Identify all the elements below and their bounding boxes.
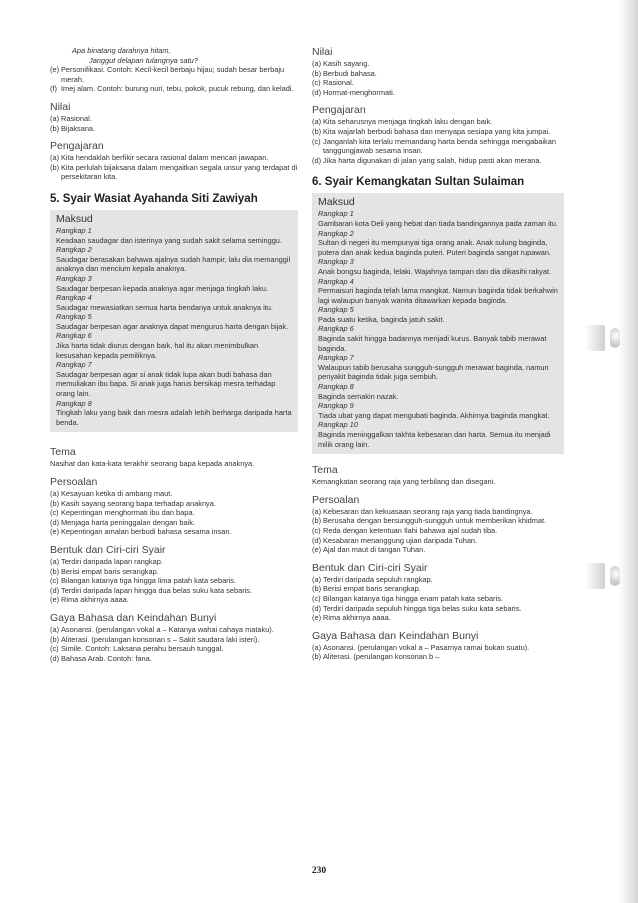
right-persoalan-heading: Persoalan bbox=[312, 493, 360, 506]
list-item-text: Berisi empat baris serangkap. bbox=[61, 566, 159, 576]
list-item-text: Kasih sayang seorang bapa terhadap anaknya. bbox=[61, 498, 216, 508]
left-tema-text: Nasihat dan kata-kata terakhir seorang bapa kepada anaknya. bbox=[50, 459, 255, 469]
rangkap-label: Rangkap 9 bbox=[318, 401, 354, 411]
binding-ring-bottom bbox=[585, 563, 605, 589]
list-item-key bbox=[78, 56, 89, 66]
right-maksud-list bbox=[318, 209, 558, 449]
rangkap-text: Jika harta tidak diurus dengan baik, hal itu akan menimbulkan kesusahan kepada pemiliknya. bbox=[56, 341, 259, 360]
list-item bbox=[312, 156, 564, 166]
list-item bbox=[312, 604, 564, 614]
rangkap-label: Rangkap 1 bbox=[56, 225, 92, 235]
list-item-text: Jika harta digunakan di jalan yang salah, hidup pasti akan merana. bbox=[323, 155, 542, 165]
list-item-key: (b) bbox=[50, 566, 60, 576]
list-item-key: (e) bbox=[312, 613, 322, 623]
list-item-key: (a) bbox=[312, 574, 322, 584]
left-persoalan-list bbox=[50, 489, 298, 537]
list-item-text: Aliterasi. (perulangan konsonan s – Sakit saudara laki isteri). bbox=[61, 634, 260, 644]
rangkap-label: Rangkap 4 bbox=[318, 276, 354, 286]
left-column bbox=[50, 46, 298, 663]
rangkap-label: Rangkap 7 bbox=[318, 353, 354, 363]
rangkap-label: Rangkap 3 bbox=[56, 273, 92, 283]
list-item-key: (f) bbox=[50, 84, 57, 94]
list-item-key: (c) bbox=[312, 593, 321, 603]
list-item-key: (d) bbox=[312, 535, 322, 545]
list-item-text: Hormat-menghormati. bbox=[323, 87, 395, 97]
left-maksud-heading: Maksud bbox=[56, 212, 93, 225]
left-maksud-box bbox=[50, 210, 298, 432]
rangkap-text: Saudagar mewasiatkan semua harta bendanya untuk anaknya itu. bbox=[56, 302, 273, 312]
rangkap-text: Anak bongsu baginda, lelaki. Wajahnya tampan dan dia dikasihi rakyat. bbox=[318, 266, 552, 276]
list-item-text: Terdiri daripada lapan hingga dua belas suku kata sebaris. bbox=[61, 585, 253, 595]
right-gaya-heading: Gaya Bahasa dan Keindahan Bunyi bbox=[312, 629, 479, 642]
list-item-text: Kesayuan ketika di ambang maut. bbox=[61, 489, 173, 498]
list-item-text: Berbudi bahasa. bbox=[323, 68, 377, 78]
rangkap-text: Gambaran kota Deli yang hebat dan tiada bandingannya pada zaman itu. bbox=[318, 218, 558, 228]
rangkap-label: Rangkap 6 bbox=[56, 331, 92, 341]
list-item bbox=[50, 576, 298, 586]
list-item bbox=[312, 545, 564, 555]
list-item bbox=[312, 69, 564, 79]
list-item-text: Berusaha dengan bersungguh-sungguh untuk memberikan khidmat. bbox=[323, 516, 547, 526]
rangkap-text: Saudagar berpesan kepada anaknya agar menjaga tingkah laku. bbox=[56, 283, 269, 293]
list-item-key: (b) bbox=[312, 584, 322, 594]
rangkap-label: Rangkap 5 bbox=[318, 305, 354, 315]
list-item bbox=[50, 153, 298, 163]
list-item-key: (c) bbox=[312, 78, 321, 88]
list-item-key: (a) bbox=[50, 153, 60, 163]
list-item-key bbox=[61, 46, 72, 56]
rangkap-text: Keadaan saudagar dan isterinya yang sudah sakit selama seminggu. bbox=[56, 235, 282, 245]
list-item-text: Kita wajarlah berbudi bahasa dan menyapa sesiapa yang kita jumpai. bbox=[323, 126, 551, 136]
list-item-key: (a) bbox=[50, 556, 60, 566]
list-item bbox=[50, 595, 298, 605]
list-item bbox=[312, 584, 564, 594]
list-item bbox=[50, 489, 298, 499]
rangkap-text: Permaisuri baginda telah lama mangkat. Namun baginda tidak berkahwin lagi walaupun banyak wanita ditawarkan kepada baginda. bbox=[318, 286, 558, 305]
rangkap-text: Saudagar berasakan bahawa ajalnya sudah hampir, lalu dia memanggil anaknya dan mencium kepala anaknya. bbox=[56, 254, 291, 274]
list-item-text: Terdiri daripada lapan rangkap. bbox=[61, 556, 163, 566]
list-item-text: Imej alam. Contoh: burung nuri, tebu, pokok, pucuk rebung, dan keladi. bbox=[61, 84, 294, 94]
list-item bbox=[50, 557, 298, 567]
list-item-text: Kita perlulah bijaksana dalam mengaitkan segala unsur yang terdapat di persekitaran kita. bbox=[61, 162, 298, 182]
list-item-key: (a) bbox=[312, 59, 322, 68]
list-item-text: Bijaksana. bbox=[61, 123, 96, 133]
rangkap-label: Rangkap 7 bbox=[56, 360, 92, 370]
list-item bbox=[50, 65, 298, 84]
list-item-key: (b) bbox=[312, 68, 322, 78]
rangkap-text: Pada suatu ketika, baginda jatuh sakit. bbox=[318, 314, 445, 324]
right-pengajaran-list bbox=[312, 117, 564, 165]
rangkap-label: Rangkap 8 bbox=[318, 382, 354, 392]
list-item-key: (b) bbox=[50, 162, 60, 172]
list-item-text: Bilangan katanya tiga hingga lima patah kata sebaris. bbox=[61, 576, 237, 586]
list-item-text: Janggut delapan tulangnya satu? bbox=[89, 55, 198, 65]
list-item bbox=[312, 117, 564, 127]
list-item-key: (b) bbox=[50, 634, 60, 644]
list-item-text: Asonansi. (perulangan vokal a – Katanya wahai cahaya mataku). bbox=[61, 624, 274, 634]
list-item-key: (e) bbox=[50, 65, 60, 75]
rangkap-text: Baginda sakit hingga badannya menjadi kurus. Banyak tabib merawat baginda. bbox=[318, 334, 547, 353]
list-item bbox=[312, 526, 564, 536]
left-tema-heading: Tema bbox=[50, 446, 76, 459]
right-nilai-list bbox=[312, 59, 564, 97]
list-item-text: Apa binatang darahnya hitam, bbox=[72, 46, 171, 55]
left-bentuk-list bbox=[50, 557, 298, 605]
list-item bbox=[312, 575, 564, 585]
list-item-text: Terdiri daripada sepuluh rangkap. bbox=[323, 574, 433, 584]
list-item-key: (d) bbox=[312, 603, 322, 613]
page-number: 230 bbox=[311, 866, 327, 876]
left-persoalan-heading: Persoalan bbox=[50, 476, 98, 488]
list-item bbox=[312, 594, 564, 604]
right-gaya-list bbox=[312, 643, 564, 662]
list-item bbox=[50, 567, 298, 577]
list-item-key: (b) bbox=[50, 498, 60, 508]
list-item-key: (a) bbox=[312, 506, 322, 516]
right-bentuk-heading: Bentuk dan Ciri-ciri Syair bbox=[312, 561, 428, 574]
list-item bbox=[312, 643, 564, 653]
list-item-key: (a) bbox=[50, 113, 60, 123]
right-bentuk-list bbox=[312, 575, 564, 623]
list-item bbox=[50, 163, 298, 182]
list-item bbox=[312, 59, 564, 69]
left-gaya-list bbox=[50, 625, 298, 663]
list-item bbox=[50, 654, 298, 664]
list-item-key: (a) bbox=[50, 624, 60, 634]
list-item-key: (b) bbox=[50, 123, 60, 133]
list-item-text: Kasih sayang. bbox=[323, 59, 370, 68]
list-item bbox=[312, 127, 564, 137]
list-item-text: Kepentingan menghormati ibu dan bapa. bbox=[61, 508, 195, 518]
list-item-key: (c) bbox=[50, 508, 59, 518]
list-item bbox=[50, 499, 298, 509]
list-item-text: Berisi empat baris serangkap. bbox=[323, 584, 421, 594]
right-column bbox=[312, 46, 564, 662]
list-item-key: (d) bbox=[50, 585, 60, 595]
list-item bbox=[50, 644, 298, 654]
rangkap-label: Rangkap 2 bbox=[318, 228, 354, 238]
list-item-text: Terdiri daripada sepuluh hingga tiga belas suku kata sebaris. bbox=[323, 603, 522, 613]
list-item-key: (a) bbox=[312, 642, 322, 652]
list-item-text: Kepentingan amalan berbudi bahasa sesama insan. bbox=[61, 527, 232, 537]
list-item-key: (c) bbox=[50, 576, 59, 586]
right-tema-text: Kemangkatan seorang raja yang terbilang dan disegani. bbox=[312, 477, 496, 487]
list-item-key: (e) bbox=[50, 595, 60, 605]
rangkap-label: Rangkap 3 bbox=[318, 257, 354, 267]
list-item-key: (d) bbox=[50, 517, 60, 527]
list-item-text: Ajal dan maut di tangan Tuhan. bbox=[323, 545, 426, 555]
rangkap-text: Sultan di negeri itu mempunyai tiga orang anak. Anak sulung baginda, putera dan anak kedua baginda puteri. Puteri baginda sangat rupawan. bbox=[318, 238, 551, 257]
list-item-key: (d) bbox=[312, 87, 322, 97]
rangkap-text: Saudagar berpesan agar si anak tidak lupa akan budi bahasa dan memuliakan ibu bapa. Si anak juga harus bersikap mesra terhadap orang lain. bbox=[56, 369, 276, 399]
list-item bbox=[50, 518, 298, 528]
list-item bbox=[50, 508, 298, 518]
list-item-key: (d) bbox=[50, 653, 60, 663]
rangkap-text: Tingkah laku yang baik dan mesra adalah lebih berharga daripada harta benda. bbox=[56, 408, 292, 427]
list-item bbox=[312, 652, 564, 662]
left-pengajaran-list bbox=[50, 153, 298, 182]
list-item-text: Janganlah kita terlalu memandang harta benda sehingga mengabaikan tanggungjawab sesama insan. bbox=[323, 136, 556, 156]
list-item bbox=[50, 84, 298, 94]
list-item-key: (e) bbox=[312, 545, 322, 555]
list-item-key: (b) bbox=[312, 126, 322, 136]
rangkap-text: Baginda meninggalkan takhta kebesaran dan harta. Semua itu menjadi milik orang lain. bbox=[318, 430, 551, 449]
list-item-text: Bahasa Arab. Contoh: fana. bbox=[61, 653, 152, 663]
list-item-key: (b) bbox=[312, 652, 322, 662]
right-maksud-box bbox=[312, 193, 564, 454]
left-nilai-list bbox=[50, 114, 298, 133]
binding-ring-top bbox=[585, 325, 605, 351]
right-pengajaran-heading: Pengajaran bbox=[312, 104, 366, 117]
rangkap-text: Tiada ubat yang dapat mengubati baginda. Akhirnya baginda mangkat. bbox=[318, 410, 550, 420]
list-item bbox=[312, 507, 564, 517]
list-item bbox=[312, 88, 564, 98]
page-edge-shadow bbox=[618, 0, 638, 903]
list-item-text: Simile. Contoh: Laksana perahu bersauh tunggal. bbox=[61, 644, 224, 654]
right-tema-heading: Tema bbox=[312, 464, 338, 477]
list-item-text: Kita hendaklah berfikir secara rasional dalam mencari jawapan. bbox=[61, 153, 269, 163]
left-top-lines bbox=[50, 46, 298, 94]
list-item-key: (a) bbox=[50, 489, 60, 498]
list-item-key: (e) bbox=[50, 527, 60, 537]
ring-hole-bottom-icon bbox=[610, 566, 620, 586]
list-item bbox=[312, 137, 564, 156]
list-item-key: (d) bbox=[312, 155, 322, 165]
list-item bbox=[50, 124, 298, 134]
rangkap-text: Walaupun tabib berusaha sungguh-sungguh merawat baginda, namun penyakit baginda tidak juga sembuh. bbox=[318, 362, 549, 382]
left-maksud-list bbox=[56, 226, 292, 427]
ring-hole-top-icon bbox=[610, 328, 620, 348]
list-item bbox=[50, 586, 298, 596]
list-item-key: (c) bbox=[312, 525, 321, 535]
list-item-text: Bilangan katanya tiga hingga enam patah kata sebaris. bbox=[323, 593, 503, 603]
list-item bbox=[50, 527, 298, 537]
list-item-text: Aliterasi. (perulangan konsonan b – bbox=[323, 652, 440, 662]
list-item bbox=[312, 613, 564, 623]
list-item-text: Rima akhirnya aaaa. bbox=[323, 613, 391, 623]
rangkap-text: Saudagar berpesan agar anaknya dapat mengurus harta dengan bijak. bbox=[56, 321, 289, 331]
rangkap-label: Rangkap 8 bbox=[56, 398, 92, 408]
list-item bbox=[50, 114, 298, 124]
right-maksud-heading: Maksud bbox=[318, 196, 355, 209]
list-item-text: Rima akhirnya aaaa. bbox=[61, 595, 129, 605]
list-item-key: (c) bbox=[50, 644, 59, 654]
list-item-text: Rasional. bbox=[323, 78, 354, 88]
list-item-text: Reda dengan ketentuan Ilahi bahawa ajal sudah tiba. bbox=[323, 525, 498, 535]
left-bentuk-heading: Bentuk dan Ciri-ciri Syair bbox=[50, 543, 166, 556]
rangkap-text: Baginda semakin nazak. bbox=[318, 391, 399, 401]
list-item-key: (c) bbox=[312, 136, 321, 146]
list-item-text: Menjaga harta peninggalan dengan baik. bbox=[61, 517, 195, 527]
right-persoalan-list bbox=[312, 507, 564, 555]
list-item bbox=[50, 56, 298, 66]
list-item-text: Kesabaran menanggung ujian daripada Tuhan. bbox=[323, 535, 478, 545]
list-item-text: Personifikasi. Contoh: Kecil-kecil berbaju hijau; sudah besar berbaju merah. bbox=[61, 65, 285, 84]
right-nilai-heading: Nilai bbox=[312, 46, 333, 58]
rangkap-label: Rangkap 10 bbox=[318, 420, 358, 430]
list-item-text: Kita seharusnya menjaga tingkah laku dengan baik. bbox=[323, 117, 493, 127]
left-gaya-heading: Gaya Bahasa dan Keindahan Bunyi bbox=[50, 611, 217, 624]
list-item bbox=[50, 625, 298, 635]
left-pengajaran-heading: Pengajaran bbox=[50, 140, 104, 153]
rangkap-label: Rangkap 1 bbox=[318, 209, 354, 219]
list-item-key: (b) bbox=[312, 516, 322, 526]
rangkap-label: Rangkap 6 bbox=[318, 324, 354, 334]
list-item-text: Rasional. bbox=[61, 113, 92, 123]
list-item-key: (a) bbox=[312, 117, 322, 127]
left-nilai-heading: Nilai bbox=[50, 100, 71, 113]
list-item-text: Asonansi. (perulangan vokal a – Pasarnya ramai bukan suatu). bbox=[323, 642, 530, 652]
list-item bbox=[312, 516, 564, 526]
rangkap-label: Rangkap 2 bbox=[56, 245, 92, 255]
list-item bbox=[50, 46, 298, 56]
list-item-text: Kebesaran dan kekuasaan seorang raja yang tiada bandingnya. bbox=[323, 506, 533, 516]
rangkap-label: Rangkap 4 bbox=[56, 293, 92, 303]
section-6-title: 6. Syair Kemangkatan Sultan Sulaiman bbox=[312, 176, 525, 189]
rangkap-label: Rangkap 5 bbox=[56, 312, 92, 322]
section-5-title: 5. Syair Wasiat Ayahanda Siti Zawiyah bbox=[50, 192, 258, 205]
list-item bbox=[50, 635, 298, 645]
list-item bbox=[312, 78, 564, 88]
list-item bbox=[312, 536, 564, 546]
